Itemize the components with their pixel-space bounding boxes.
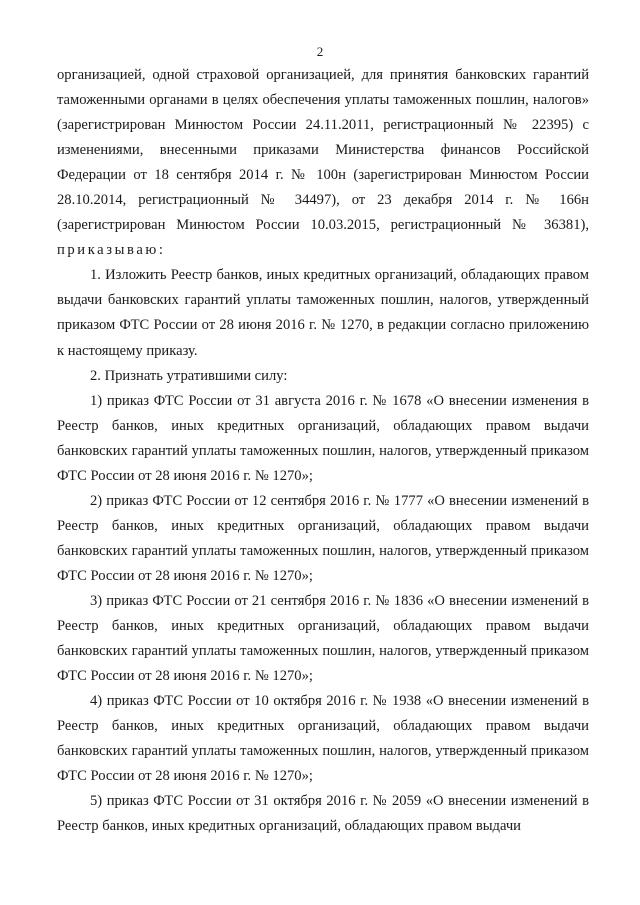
page-number: 2 [316, 44, 324, 59]
paragraph-subitem-1: 1) приказ ФТС России от 31 августа 2016 г. № 1678 «О внесении изменения в Реестр банков, иных кредитных организаций, обладающих правом выдачи банковских гарантий уплаты таможенных пошлин, налогов, утвержденный приказом ФТС России от 28 июня 2016 г. № 1270»; [57, 392, 589, 484]
paragraph-subitem-2: 2) приказ ФТС России от 12 сентября 2016 г. № 1777 «О внесении изменений в Реестр банков, иных кредитных организаций, обладающих правом выдачи банковских гарантий уплаты таможенных пошлин, налогов, утвержденный приказом ФТС России от 28 июня 2016 г. № 1270»; [57, 492, 589, 584]
paragraph-item-2: 2. Признать утратившими силу: [90, 367, 288, 384]
paragraph-subitem-5: 5) приказ ФТС России от 31 октября 2016 г. № 2059 «О внесении изменений в Реестр банков, иных кредитных организаций, обладающих правом выдачи [57, 793, 589, 835]
order-word: приказываю [57, 242, 159, 259]
document-body [57, 63, 589, 839]
paragraph-subitem-3: 3) приказ ФТС России от 21 сентября 2016 г. № 1836 «О внесении изменений в Реестр банков, иных кредитных организаций, обладающих правом выдачи банковских гарантий уплаты таможенных пошлин, налогов, утвержденный приказом ФТС России от 28 июня 2016 г. № 1270»; [57, 592, 589, 685]
paragraph-item-1: 1. Изложить Реестр банков, иных кредитных организаций, обладающих правом выдачи банковских гарантий уплаты таможенных пошлин, налогов, утвержденный приказом ФТС России от 28 июня 2016 г. № 1270, в редакции согласно приложению к настоящему приказу. [57, 267, 589, 359]
preamble-colon: : [158, 242, 163, 259]
paragraph-preamble [57, 63, 589, 263]
paragraph-subitem-4: 4) приказ ФТС России от 10 октября 2016 г. № 1938 «О внесении изменений в Реестр банков, иных кредитных организаций, обладающих правом выдачи банковских гарантий уплаты таможенных пошлин, налогов, утвержденный приказом ФТС России от 28 июня 2016 г. № 1270»; [57, 693, 589, 785]
preamble-text: организацией, одной страховой организацией, для принятия банковских гарантий таможенными органами в целях обеспечения уплаты таможенных пошлин, налогов» (зарегистрирован Минюстом России 24.11.2011, регистрационный № 22395) с изменениями, внесенными приказами Министерства финансов Российской Федерации от 18 сентября 2014 г. № 100н (зарегистрирован Минюстом России 28.10.2014, регистрационный № 34497), от 23 декабря 2014 г. № 166н (зарегистрирован Минюстом России 10.03.2015, регистрационный № 36381), [57, 67, 589, 234]
